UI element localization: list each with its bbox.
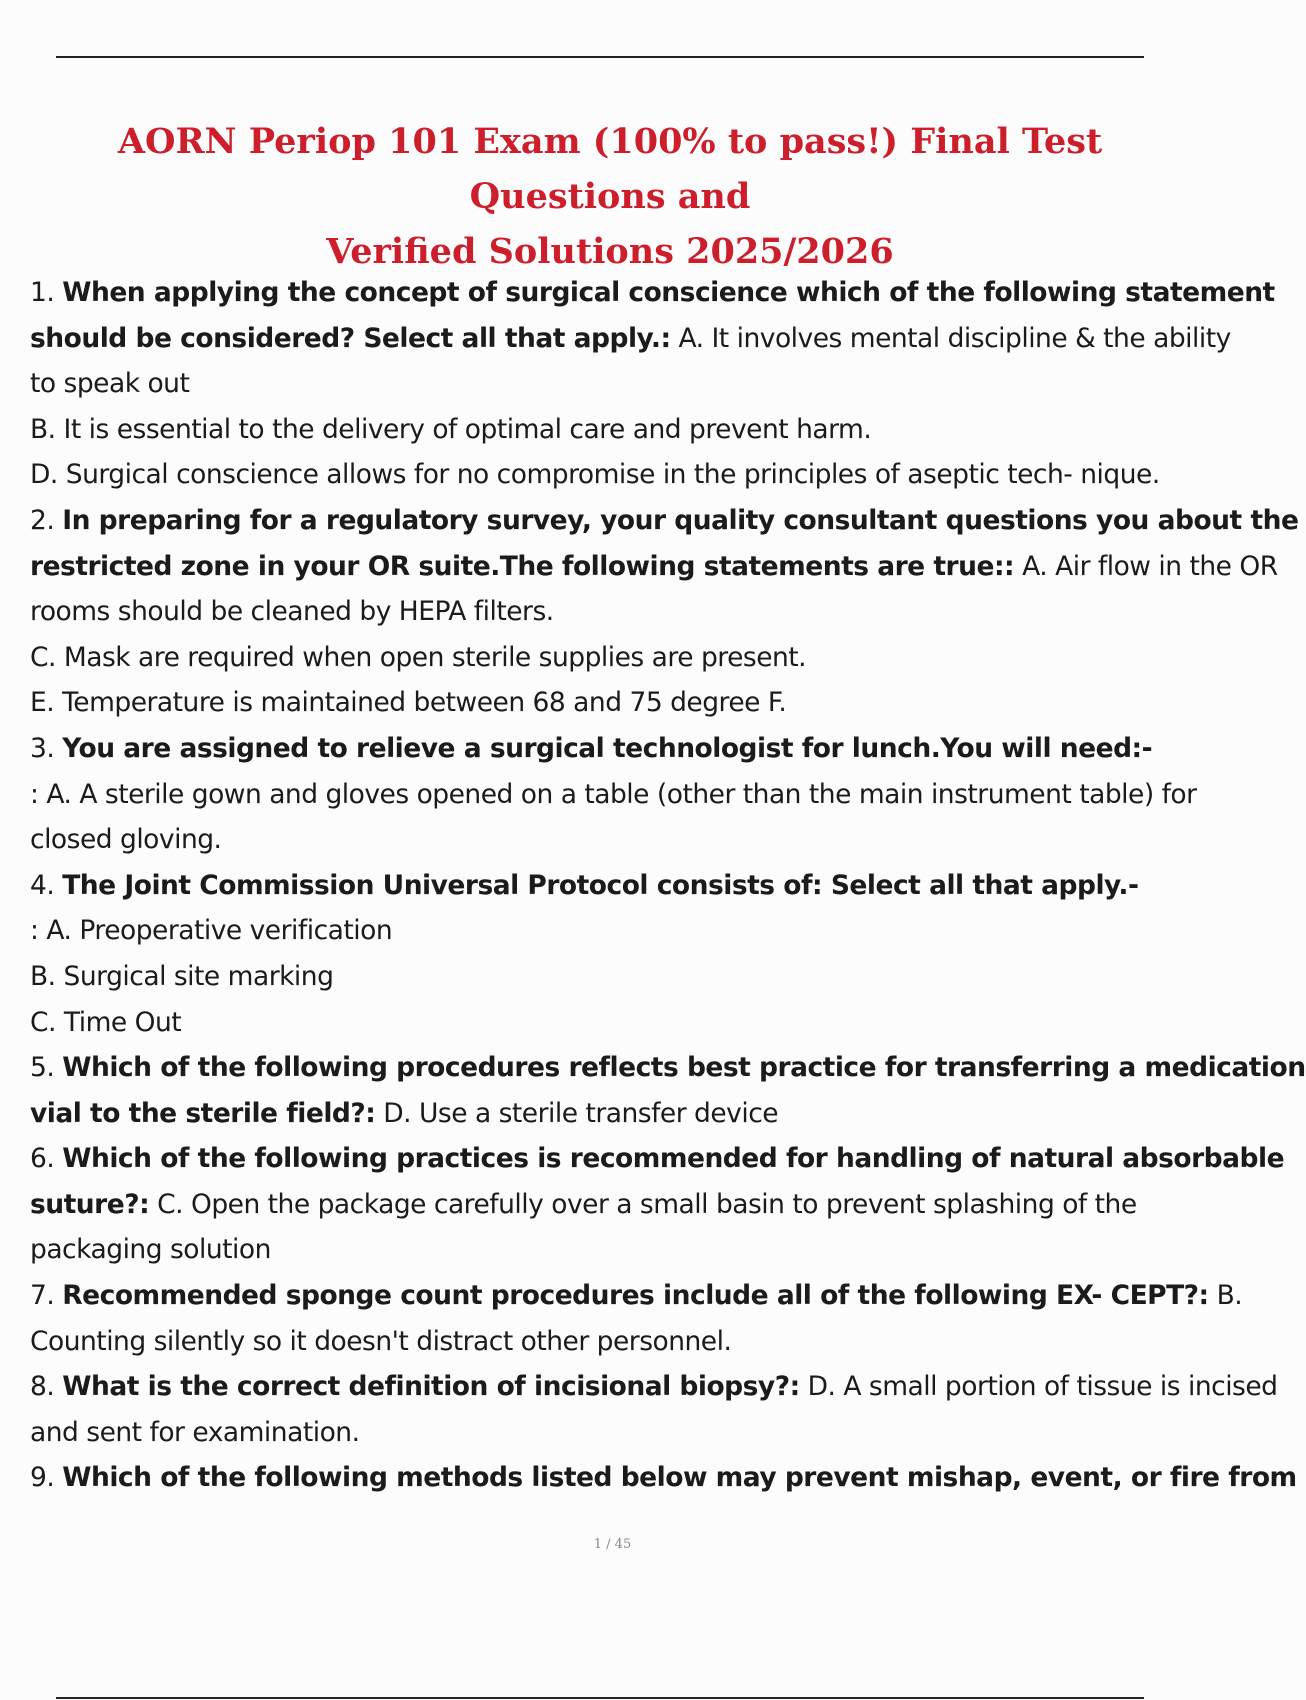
answer-text: B. It is essential to the delivery of optimal care and prevent harm. [30,413,872,445]
answer-text: packaging solution [30,1234,271,1266]
text-line [30,589,1195,635]
question-text: suture?: [30,1188,150,1220]
answer-text: A. It involves mental discipline & the ability [670,322,1231,354]
question-text: Recommended sponge count procedures include all of the following EX- CEPT?: [62,1280,1209,1312]
question-text: restricted zone in your OR suite.The following statements are true:: [30,550,1015,582]
text-line [30,1227,1195,1273]
bottom-divider [56,1697,1144,1699]
text-line [30,270,1275,316]
question-number: 6. [30,1143,55,1175]
text-line [30,1136,1285,1182]
text-line [30,1455,1297,1501]
text-line [30,1045,1306,1091]
question-text: Which of the following methods listed below may prevent mishap, event, or fire from [62,1462,1297,1494]
text-line [30,817,1195,863]
question-text: vial to the sterile field?: [30,1097,376,1129]
question-text: Which of the following procedures reflects best practice for transferring a medication [62,1052,1306,1084]
question-number: 2. [30,504,55,536]
text-line [30,452,1195,498]
question-text: When applying the concept of surgical conscience which of the following statement [62,277,1275,308]
text-line [30,1319,1195,1365]
title-line-1: AORN Periop 101 Exam (100% to pass!) Final Test Questions and [117,121,1103,217]
question-list [30,270,1306,1501]
text-line [30,772,1195,818]
answer-text: D. A small portion of tissue is incised [799,1371,1278,1403]
top-divider [56,56,1144,58]
text-line [30,1410,1195,1456]
answer-text: : A. Preoperative verification [30,915,393,947]
text-line [30,954,1195,1000]
question-number: 5. [30,1052,55,1084]
question-text: should be considered? Select all that apply.: [30,322,671,354]
text-line [30,407,1195,453]
question-text: Which of the following practices is recommended for handling of natural absorbable [62,1143,1285,1175]
answer-text: E. Temperature is maintained between 68 and 75 degree F. [30,687,787,719]
title-line-2: Verified Solutions 2025/2026 [326,231,894,272]
answer-text: D. Surgical conscience allows for no compromise in the principles of aseptic tech- nique. [30,459,1160,491]
question-number: 9. [30,1462,55,1494]
text-line [30,680,1195,726]
question-text: The Joint Commission Universal Protocol consists of: Select all that apply.- [62,869,1139,901]
answer-text: C. Time Out [30,1006,182,1038]
page-number: 1 / 45 [593,1537,632,1552]
text-line [30,1000,1195,1046]
answer-text: Counting silently so it doesn't distract other personnel. [30,1325,732,1357]
text-line [30,316,1231,362]
answer-text: D. Use a sterile transfer device [375,1097,779,1129]
question-number: 7. [30,1280,55,1312]
question-text: You are assigned to relieve a surgical technologist for lunch.You will need:- [62,732,1153,764]
question-number: 8. [30,1371,55,1403]
text-line [30,498,1299,544]
answer-text: rooms should be cleaned by HEPA filters. [30,596,554,628]
text-line [30,1364,1278,1410]
text-line [30,1091,1195,1137]
text-line [30,635,1195,681]
text-line [30,361,1195,407]
answer-text: to speak out [30,368,190,400]
answer-text: and sent for examination. [30,1416,360,1448]
document-title [20,114,1200,279]
answer-text: closed gloving. [30,824,222,856]
text-line [30,1182,1195,1228]
answer-text: C. Open the package carefully over a small basin to prevent splashing of the [149,1188,1137,1220]
question-number: 4. [30,869,55,901]
text-line [30,544,1278,590]
answer-text: A. Air flow in the OR [1014,550,1278,582]
text-line [30,908,1195,954]
question-text: What is the correct definition of incisional biopsy?: [62,1371,800,1403]
answer-text: B. [1208,1280,1243,1312]
answer-text: C. Mask are required when open sterile supplies are present. [30,641,807,673]
text-line [30,1273,1243,1319]
answer-text: B. Surgical site marking [30,960,334,992]
question-number: 1. [30,277,55,308]
text-line [30,863,1195,909]
text-line [30,726,1195,772]
question-text: In preparing for a regulatory survey, your quality consultant questions you about the [62,504,1299,536]
question-number: 3. [30,732,55,764]
answer-text: : A. A sterile gown and gloves opened on a table (other than the main instrument table) for [30,778,1197,810]
